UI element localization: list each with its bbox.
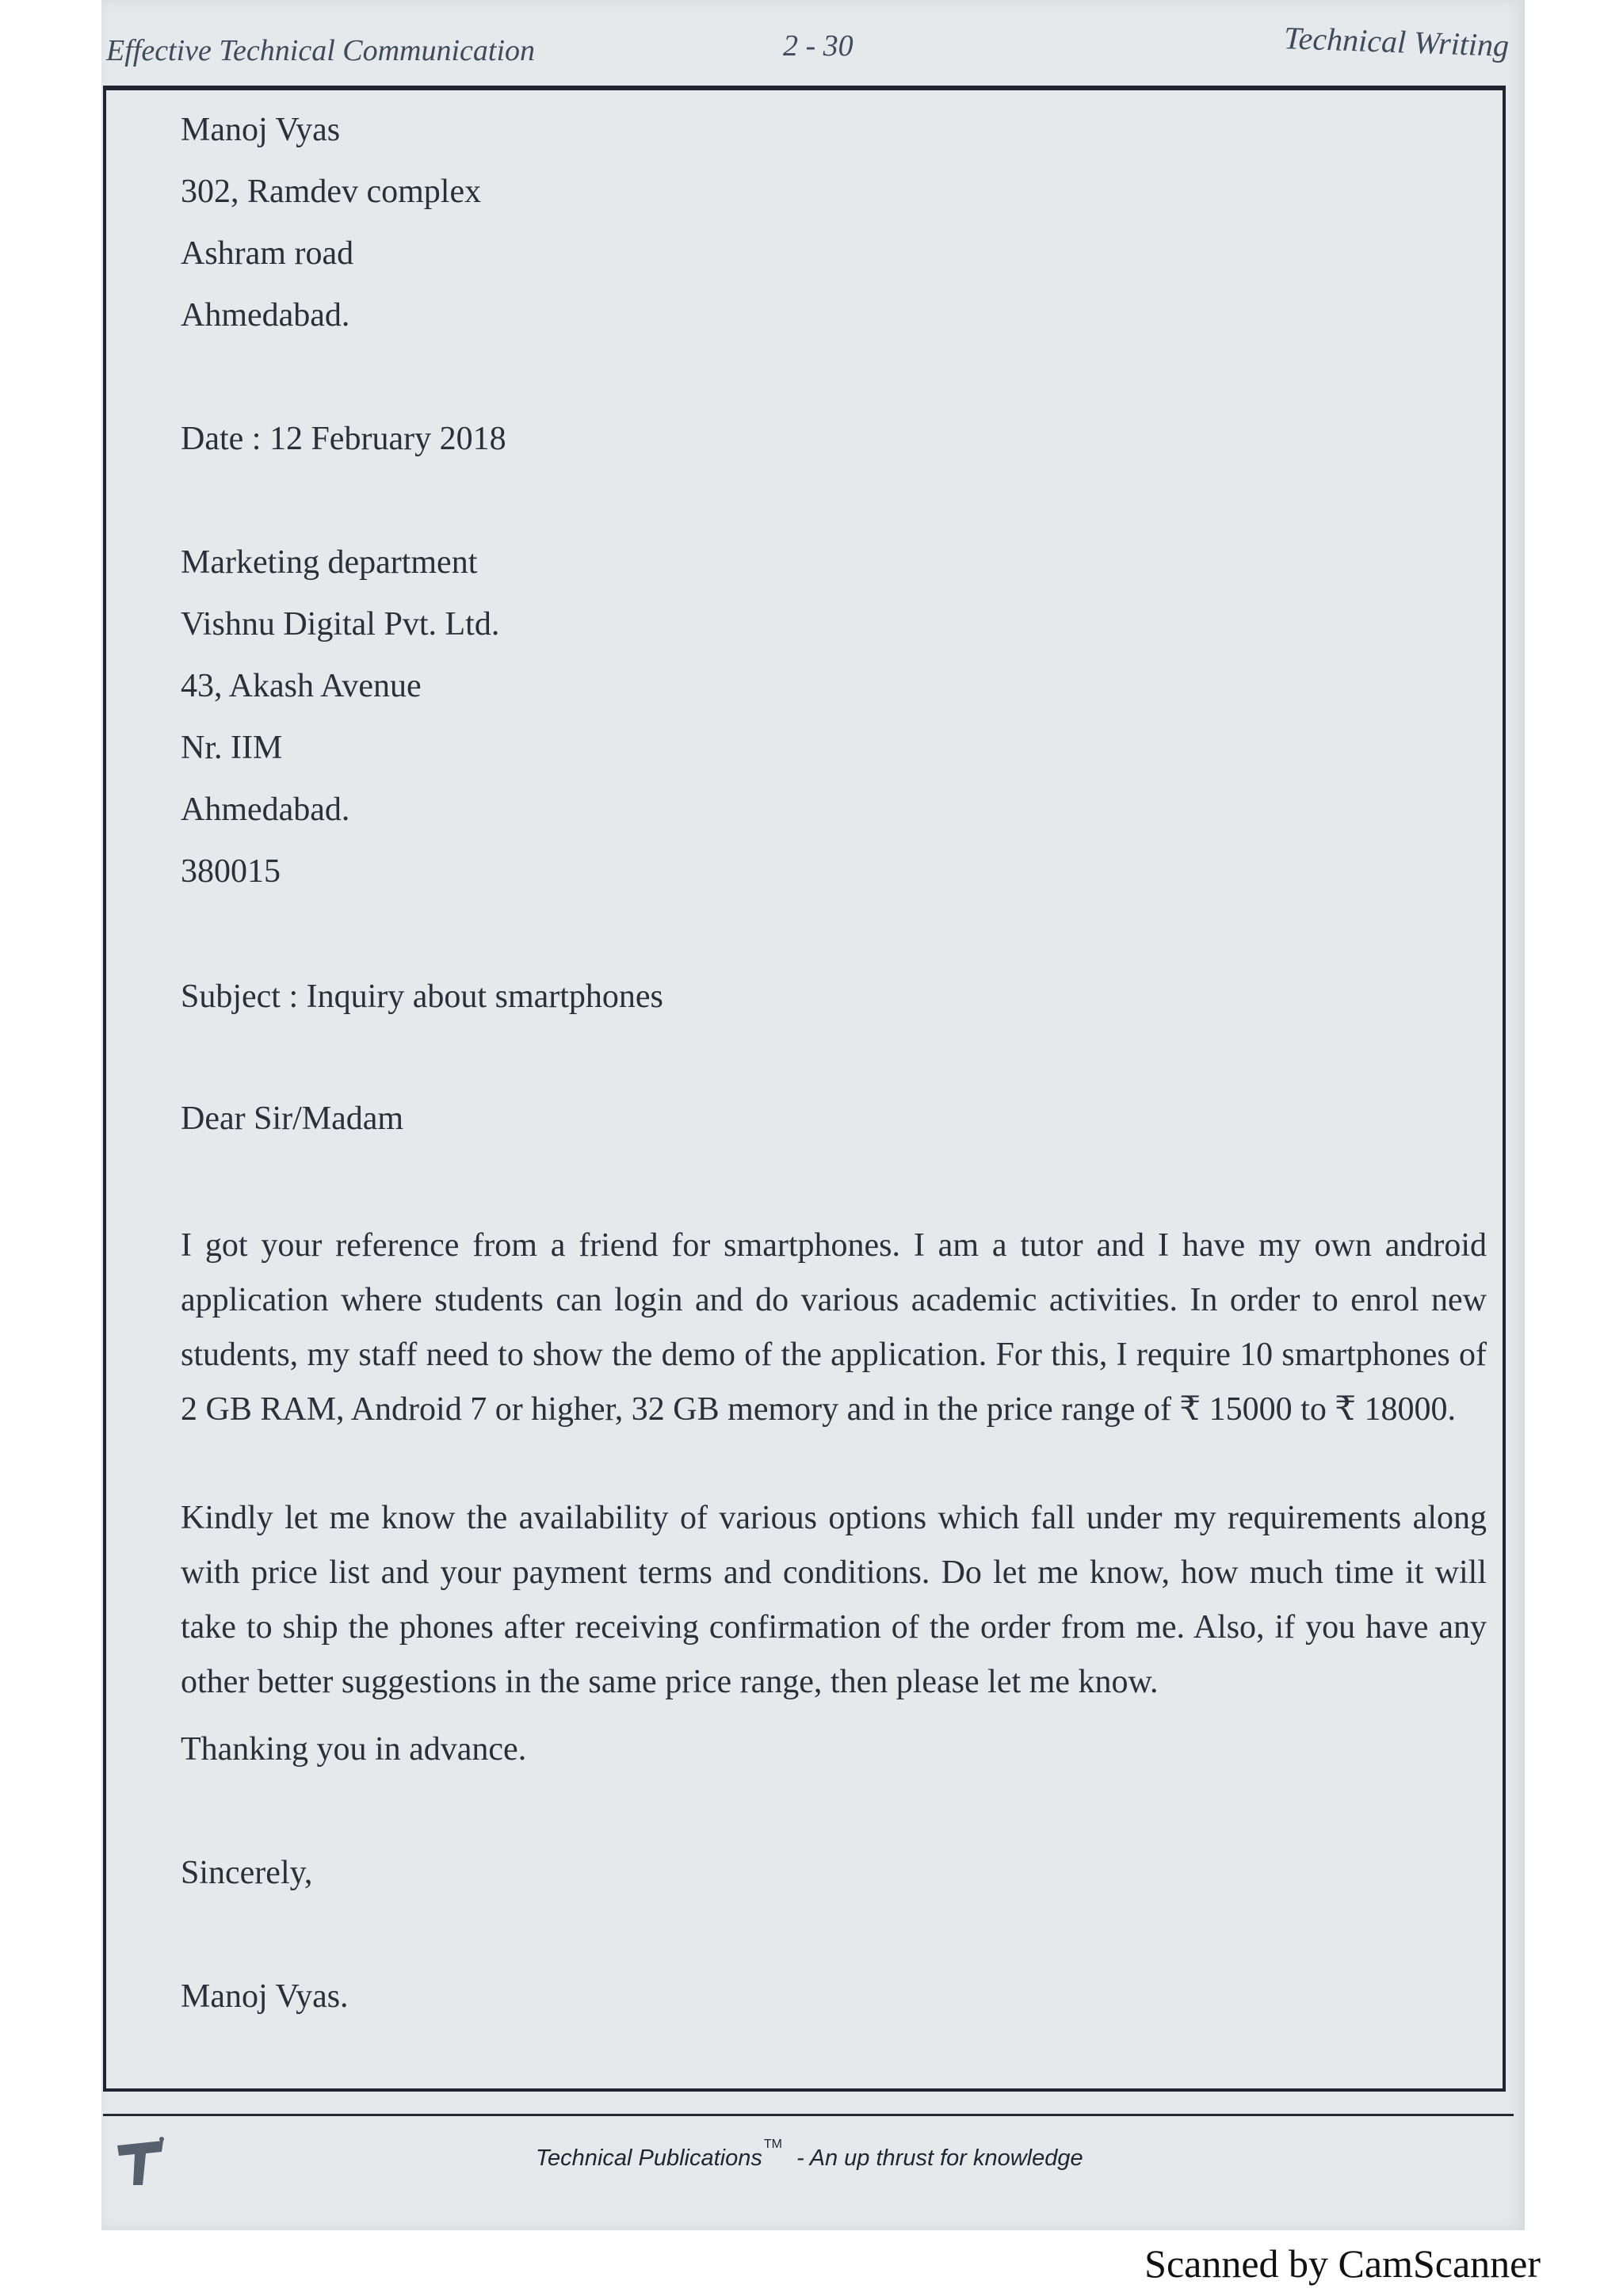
- letter-date: Date : 12 February 2018: [181, 421, 506, 457]
- recipient-department: Marketing department: [181, 544, 478, 581]
- recipient-address-line: 43, Akash Avenue: [181, 668, 422, 704]
- footer-rule: [103, 2114, 1514, 2116]
- sender-address-line: Ashram road: [181, 235, 354, 272]
- publisher-logo-icon: [113, 2134, 168, 2190]
- footer-trademark: TM: [763, 2138, 782, 2151]
- body-paragraph-1: I got your reference from a friend for smartphones. I am a tutor and I have my own android application where students can login and do various academic activities. In order to enrol new students, my staff need to show the demo of the application. For this, I require 10 smartphones of 2 GB RAM, Android 7 or higher, 32 GB memory and in the price range of ₹ 15000 to ₹ 18000.: [181, 1227, 1487, 1428]
- letter-closing: Sincerely,: [181, 1855, 313, 1891]
- footer-slogan: - An up thrust for knowledge: [796, 2145, 1083, 2171]
- sender-name: Manoj Vyas: [181, 112, 341, 148]
- header-chapter-title: Technical Writing: [1283, 20, 1510, 63]
- sender-address-line: 302, Ramdev complex: [181, 174, 482, 210]
- letter-subject: Subject : Inquiry about smartphones: [181, 978, 663, 1015]
- recipient-city: Ahmedabad.: [181, 791, 350, 828]
- recipient-pincode: 380015: [181, 853, 281, 890]
- scanner-watermark: Scanned by CamScanner: [1144, 2241, 1541, 2286]
- header-page-number: 2 - 30: [783, 29, 854, 63]
- letter-signature: Manoj Vyas.: [181, 1978, 349, 2015]
- body-paragraph-2: Kindly let me know the availability of various options which fall under my requirements along with price list and your payment terms and conditions. Do let me know, how much time it will take to ship the phones after receiving confirmation of the order from me. Also, if you have any other better suggestions in the same price range, then please let me know.: [181, 1500, 1487, 1700]
- recipient-company: Vishnu Digital Pvt. Ltd.: [181, 606, 500, 643]
- letter-thanks: Thanking you in advance.: [181, 1731, 527, 1768]
- recipient-address-line: Nr. IIM: [181, 730, 283, 766]
- letter-salutation: Dear Sir/Madam: [181, 1100, 404, 1137]
- sender-city: Ahmedabad.: [181, 297, 350, 334]
- page-footer: [101, 2123, 1525, 2210]
- footer-tagline: [536, 2138, 1083, 2172]
- footer-publisher: Technical Publications: [536, 2145, 762, 2171]
- header-book-title: Effective Technical Communication: [106, 34, 536, 67]
- letter-frame: [103, 86, 1506, 2092]
- running-header: [101, 20, 1525, 79]
